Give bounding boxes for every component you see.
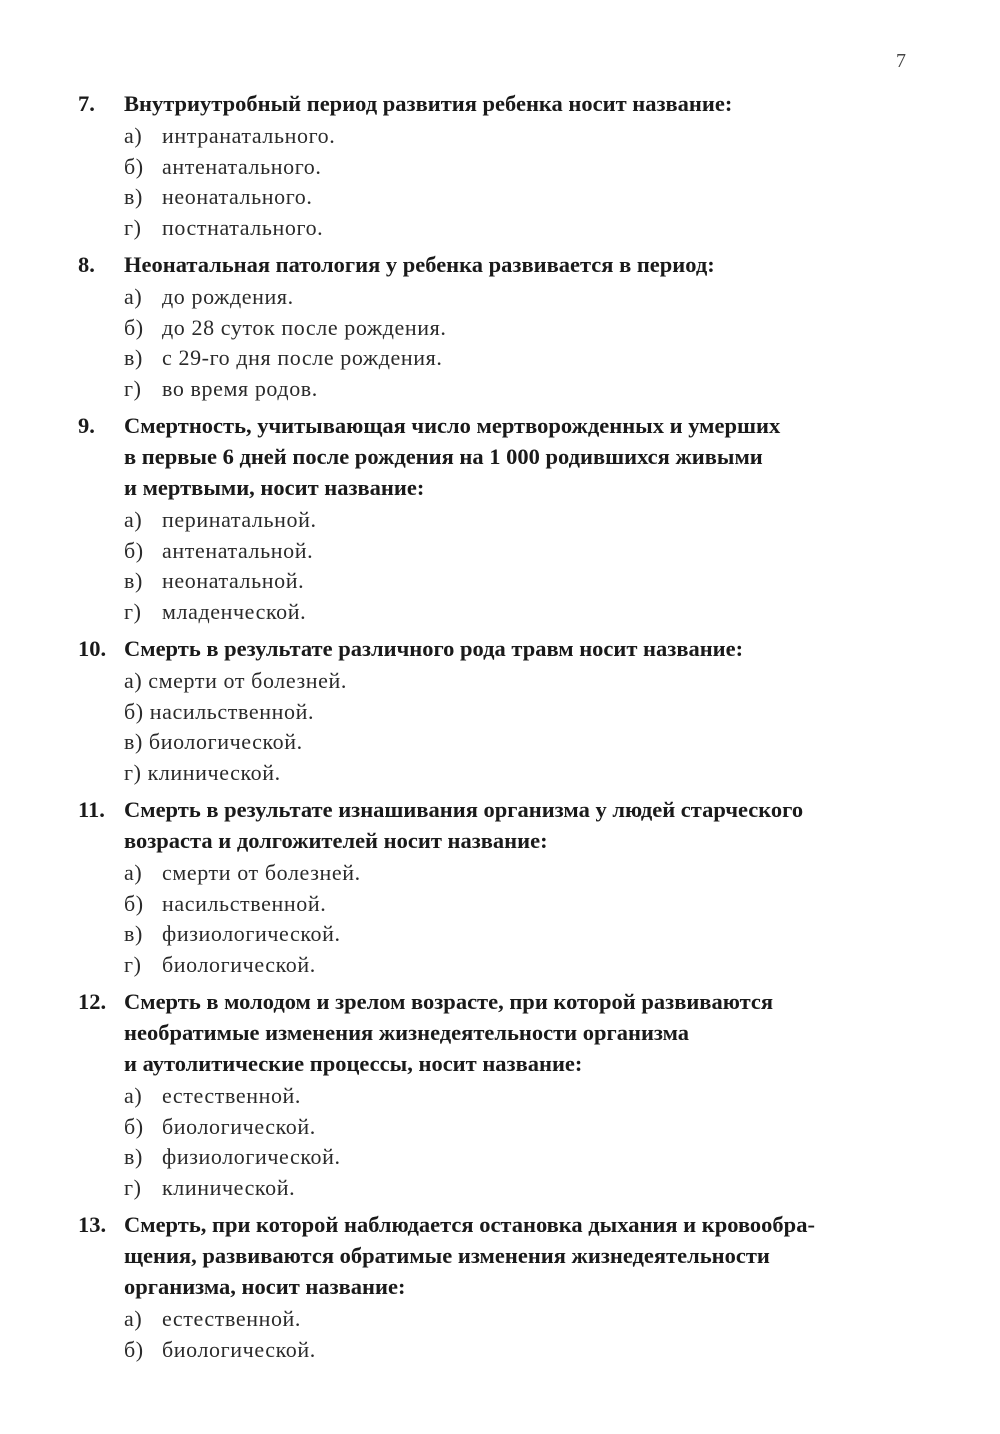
- question-item: [78, 410, 938, 627]
- answer-option: [124, 1142, 938, 1173]
- answer-letter: а): [124, 507, 143, 532]
- answer-option: [124, 597, 938, 628]
- answer-option: [124, 1173, 938, 1204]
- question-number: 13.: [78, 1212, 107, 1237]
- answer-letter: а): [124, 123, 143, 148]
- answer-letter: а): [124, 1083, 143, 1108]
- question-heading: [78, 794, 938, 856]
- answer-letter: б): [124, 314, 144, 340]
- question-heading: [78, 633, 938, 664]
- question-text: [124, 986, 938, 1079]
- question-number: 12.: [78, 989, 107, 1014]
- answer-letter: в): [124, 921, 143, 946]
- answer-option: [124, 1335, 938, 1366]
- question-number: 9.: [78, 413, 95, 438]
- question-text-line: щения, развиваются обратимые изменения жизнедеятельности: [124, 1243, 770, 1268]
- answer-text: клинической.: [147, 759, 281, 785]
- answer-text: смерти от болезней.: [162, 860, 361, 885]
- answer-text: физиологической.: [162, 921, 341, 946]
- answer-option: [124, 1304, 938, 1335]
- answer-letter: а): [124, 284, 143, 309]
- answer-letter: г): [124, 759, 142, 785]
- question-number: 8.: [78, 252, 95, 277]
- question-list: [78, 88, 938, 1371]
- answer-text: смерти от болезней.: [148, 668, 347, 693]
- question-text-line: возраста и долгожителей носит название:: [124, 828, 548, 853]
- answer-options: [78, 121, 938, 243]
- question-heading: [78, 1209, 938, 1302]
- answer-option: [124, 213, 938, 244]
- question-text-line: Смертность, учитывающая число мертворожденных и умерших: [124, 413, 781, 438]
- answer-option: [124, 950, 938, 981]
- answer-text: биологической.: [162, 1336, 316, 1362]
- question-item: [78, 794, 938, 980]
- answer-letter: г): [124, 214, 142, 240]
- answer-option: [124, 536, 938, 567]
- question-text-line: Смерть, при которой наблюдается остановка дыхания и кровообра-: [124, 1212, 815, 1237]
- answer-letter: б): [124, 537, 144, 563]
- answer-option: [124, 758, 938, 789]
- answer-text: биологической.: [162, 951, 316, 977]
- question-text: [124, 249, 938, 280]
- answer-letter: в): [124, 1144, 143, 1169]
- answer-text: неонатальной.: [162, 568, 305, 593]
- answer-text: биологической.: [162, 1113, 316, 1139]
- answer-letter: б): [124, 1336, 144, 1362]
- answer-options: [78, 666, 938, 788]
- answer-option: [124, 343, 938, 374]
- question-heading: [78, 249, 938, 280]
- answer-option: [124, 919, 938, 950]
- question-heading: [78, 88, 938, 119]
- answer-letter: г): [124, 598, 142, 624]
- answer-text: до 28 суток после рождения.: [162, 314, 447, 340]
- answer-options: [78, 858, 938, 980]
- answer-option: [124, 889, 938, 920]
- answer-text: насильственной.: [162, 890, 327, 916]
- answer-letter: б): [124, 153, 144, 179]
- answer-option: [124, 505, 938, 536]
- question-text-line: организма, носит название:: [124, 1274, 406, 1299]
- answer-text: биологической.: [148, 729, 303, 754]
- answer-text: перинатальной.: [162, 507, 317, 532]
- answer-text: естественной.: [162, 1083, 302, 1108]
- question-heading: [78, 410, 938, 503]
- answer-option: [124, 121, 938, 152]
- answer-letter: г): [124, 375, 142, 401]
- answer-option: [124, 374, 938, 405]
- question-text: [124, 410, 938, 503]
- answer-letter: а): [124, 1306, 143, 1331]
- question-item: [78, 986, 938, 1203]
- answer-options: [78, 1081, 938, 1203]
- answer-letter: в): [124, 345, 143, 370]
- question-text-line: в первые 6 дней после рождения на 1 000 родившихся живыми: [124, 444, 763, 469]
- answer-letter: б): [124, 698, 144, 724]
- answer-options: [78, 505, 938, 627]
- answer-text: младенческой.: [162, 598, 307, 624]
- question-text-line: Смерть в результате различного рода травм носит название:: [124, 636, 744, 661]
- answer-letter: в): [124, 184, 143, 209]
- answer-option: [124, 566, 938, 597]
- answer-letter: г): [124, 951, 142, 977]
- question-text-line: и аутолитические процессы, носит название:: [124, 1051, 583, 1076]
- question-text: [124, 633, 938, 664]
- answer-letter: а): [124, 668, 143, 693]
- answer-letter: б): [124, 1113, 144, 1139]
- answer-text: постнатального.: [162, 214, 324, 240]
- question-text: [124, 1209, 938, 1302]
- question-item: [78, 1209, 938, 1365]
- answer-text: интранатального.: [162, 123, 336, 148]
- answer-option: [124, 182, 938, 213]
- question-item: [78, 633, 938, 788]
- answer-option: [124, 666, 938, 697]
- question-text-line: необратимые изменения жизнедеятельности организма: [124, 1020, 690, 1045]
- question-text-line: Внутриутробный период развития ребенка носит название:: [124, 91, 733, 116]
- question-number: 11.: [78, 797, 105, 822]
- answer-letter: г): [124, 1174, 142, 1200]
- answer-text: антенатального.: [162, 153, 322, 179]
- answer-option: [124, 1112, 938, 1143]
- answer-letter: а): [124, 860, 143, 885]
- answer-option: [124, 697, 938, 728]
- answer-option: [124, 727, 938, 758]
- answer-options: [78, 1304, 938, 1365]
- question-item: [78, 249, 938, 404]
- answer-text: клинической.: [162, 1174, 296, 1200]
- answer-option: [124, 858, 938, 889]
- answer-text: естественной.: [162, 1306, 302, 1331]
- answer-option: [124, 152, 938, 183]
- answer-text: антенатальной.: [162, 537, 314, 563]
- question-text: [124, 794, 938, 856]
- answer-text: физиологической.: [162, 1144, 341, 1169]
- answer-letter: б): [124, 890, 144, 916]
- question-text-line: и мертвыми, носит название:: [124, 475, 425, 500]
- question-text-line: Смерть в молодом и зрелом возрасте, при которой развиваются: [124, 989, 774, 1014]
- answer-text: с 29-го дня после рождения.: [162, 345, 443, 370]
- answer-letter: в): [124, 568, 143, 593]
- answer-text: во время родов.: [162, 375, 318, 401]
- question-heading: [78, 986, 938, 1079]
- question-text-line: Неонатальная патология у ребенка развивается в период:: [124, 252, 715, 277]
- question-item: [78, 88, 938, 243]
- answer-text: до рождения.: [162, 284, 294, 309]
- question-number: 7.: [78, 91, 95, 116]
- answer-options: [78, 282, 938, 404]
- answer-text: насильственной.: [149, 698, 315, 724]
- answer-option: [124, 282, 938, 313]
- question-text: [124, 88, 938, 119]
- answer-text: неонатального.: [162, 184, 313, 209]
- answer-option: [124, 313, 938, 344]
- page-number: 7: [896, 50, 906, 72]
- answer-letter: в): [124, 729, 143, 754]
- question-number: 10.: [78, 636, 107, 661]
- answer-option: [124, 1081, 938, 1112]
- question-text-line: Смерть в результате изнашивания организма у людей старческого: [124, 797, 804, 822]
